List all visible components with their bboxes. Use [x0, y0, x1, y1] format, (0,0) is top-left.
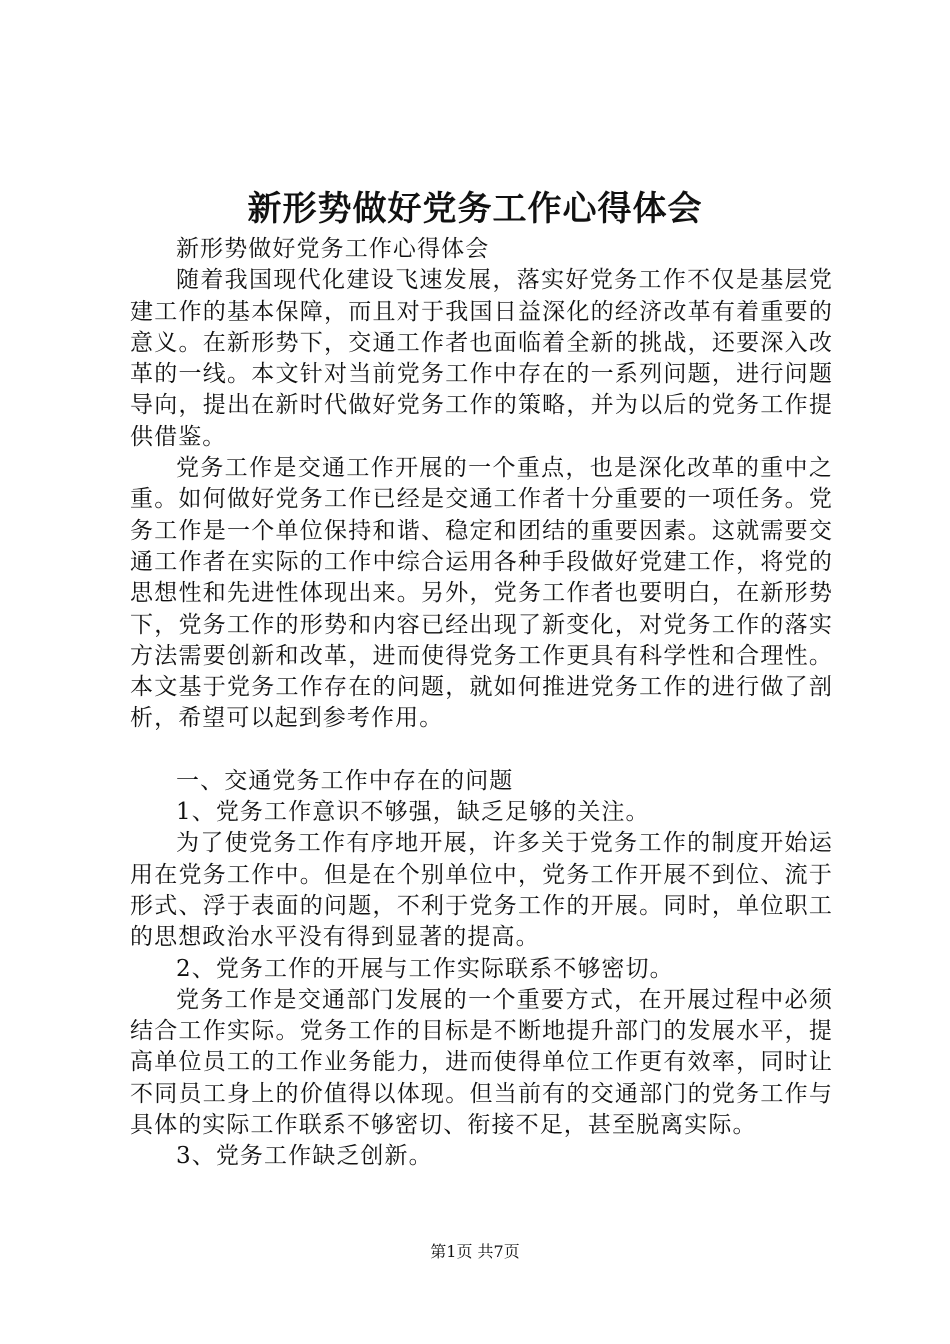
- subtitle-paragraph: 新形势做好党务工作心得体会: [176, 236, 490, 262]
- point-heading-1: 1、党务工作意识不够强，缺乏足够的关注。: [176, 799, 650, 826]
- background-paragraph: 党务工作是交通工作开展的一个重点，也是深化改革的重中之重。如何做好党务工作已经是交通工作者十分重要的一项任务。党务工作是一个单位保持和谐、稳定和团结的重要因素。这就需要交通工作者在实际的工作中综合运用各种手段做好党建工作，将党的思想性和先进性体现出来。另外，党务工作者也要明白，在新形势下，党务工作的形势和内容已经出现了新变化，对党务工作的落实方法需要创新和改革，进而使得党务工作更具有科学性和合理性。本文基于党务工作存在的问题，就如何推进党务工作的进行做了剖析，希望可以起到参考作用。: [130, 455, 833, 732]
- document-title: 新形势做好党务工作心得体会: [247, 189, 703, 229]
- point-heading-2: 2、党务工作的开展与工作实际联系不够密切。: [176, 955, 674, 982]
- paragraph-spacer: [130, 735, 833, 766]
- section-heading: 一、交通党务工作中存在的问题: [176, 767, 514, 794]
- page-footer: 第1页 共7页: [430, 1242, 520, 1261]
- point-paragraph-2: 党务工作是交通部门发展的一个重要方式，在开展过程中必须结合工作实际。党务工作的目标是不断地提升部门的发展水平，提高单位员工的工作业务能力，进而使得单位工作更有效率，同时让不同员工身上的价值得以体现。但当前有的交通部门的党务工作与具体的实际工作联系不够密切、衔接不足，甚至脱离实际。: [130, 986, 833, 1139]
- intro-paragraph: 随着我国现代化建设飞速发展，落实好党务工作不仅是基层党建工作的基本保障，而且对于我国日益深化的经济改革有着重要的意义。在新形势下，交通工作者也面临着全新的挑战，还要深入改革的一线。本文针对当前党务工作中存在的一系列问题，进行问题导向，提出在新时代做好党务工作的策略，并为以后的党务工作提供借鉴。: [130, 267, 833, 450]
- point-heading-3: 3、党务工作缺乏创新。: [176, 1143, 433, 1170]
- point-paragraph-1: 为了使党务工作有序地开展，许多关于党务工作的制度开始运用在党务工作中。但是在个别单位中，党务工作开展不到位、流于形式、浮于表面的问题，不利于党务工作的开展。同时，单位职工的思想政治水平没有得到显著的提高。: [130, 830, 833, 951]
- document-body: [130, 234, 833, 1173]
